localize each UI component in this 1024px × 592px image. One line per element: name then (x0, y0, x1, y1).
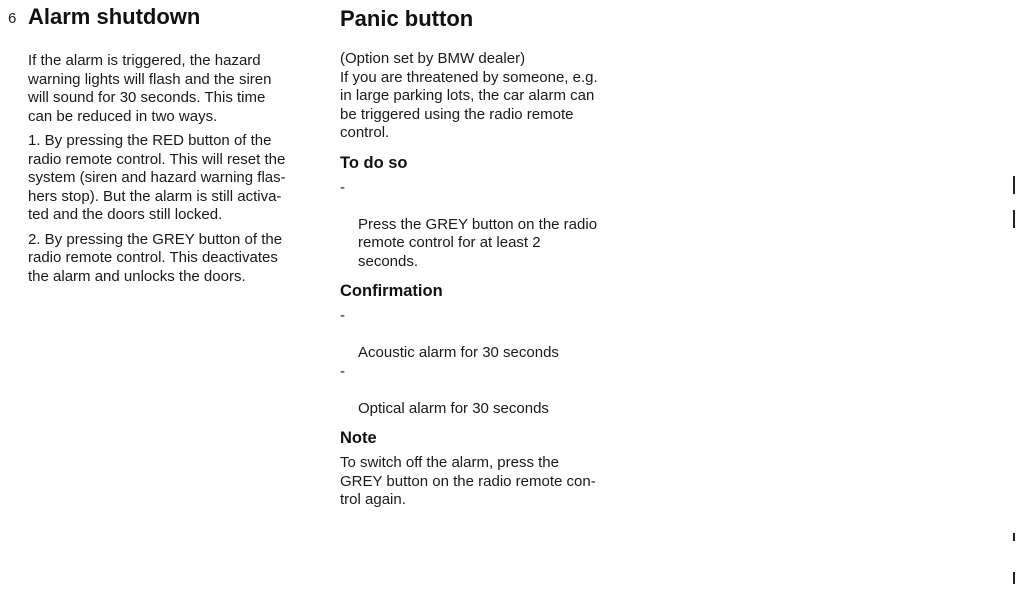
alarm-shutdown-section (28, 4, 328, 292)
scan-edge-mark (1013, 176, 1015, 194)
list-item (340, 307, 640, 363)
confirmation-heading: Confirmation (340, 282, 443, 300)
list-item (340, 179, 640, 272)
panic-intro-paragraph: (Option set by BMW dealer) If you are threatened by someone, e.g. in large parking lots, the car alarm can be triggered using the radio remote control. (340, 50, 598, 141)
note-heading: Note (340, 429, 377, 447)
red-button-paragraph: 1. By pressing the RED button of the radio remote control. This will reset the system (siren and hazard warning flas- hers stop). But the alarm is still activa- ted and the doors still locked. (28, 132, 286, 223)
todo-heading: To do so (340, 153, 408, 172)
scan-edge-mark (1013, 533, 1015, 541)
confirmation-list (340, 307, 640, 418)
list-item-text: Press the GREY button on the radio remote control for at least 2 seconds. (358, 215, 598, 270)
list-item-text: Optical alarm for 30 seconds (358, 399, 549, 417)
list-item (340, 363, 640, 419)
panic-button-title: Panic button (340, 6, 474, 31)
scan-edge-mark (1013, 572, 1015, 584)
alarm-intro-paragraph: If the alarm is triggered, the hazard warning lights will flash and the siren will sound for 30 seconds. This time can be reduced in two ways. (28, 52, 272, 125)
panic-button-section (340, 6, 640, 518)
list-item-text: Acoustic alarm for 30 seconds (358, 344, 559, 361)
scan-edge-mark (1013, 210, 1015, 228)
page-number: 6 (8, 10, 17, 27)
bullet-dash: - (340, 307, 345, 324)
bullet-dash: - (340, 178, 345, 196)
alarm-shutdown-title: Alarm shutdown (28, 4, 201, 29)
bullet-dash: - (340, 362, 345, 380)
note-paragraph: To switch off the alarm, press the GREY button on the radio remote con- trol again. (340, 454, 596, 508)
grey-button-paragraph: 2. By pressing the GREY button of the radio remote control. This deactivates the alarm and unlocks the doors. (28, 230, 283, 285)
todo-list (340, 179, 640, 272)
